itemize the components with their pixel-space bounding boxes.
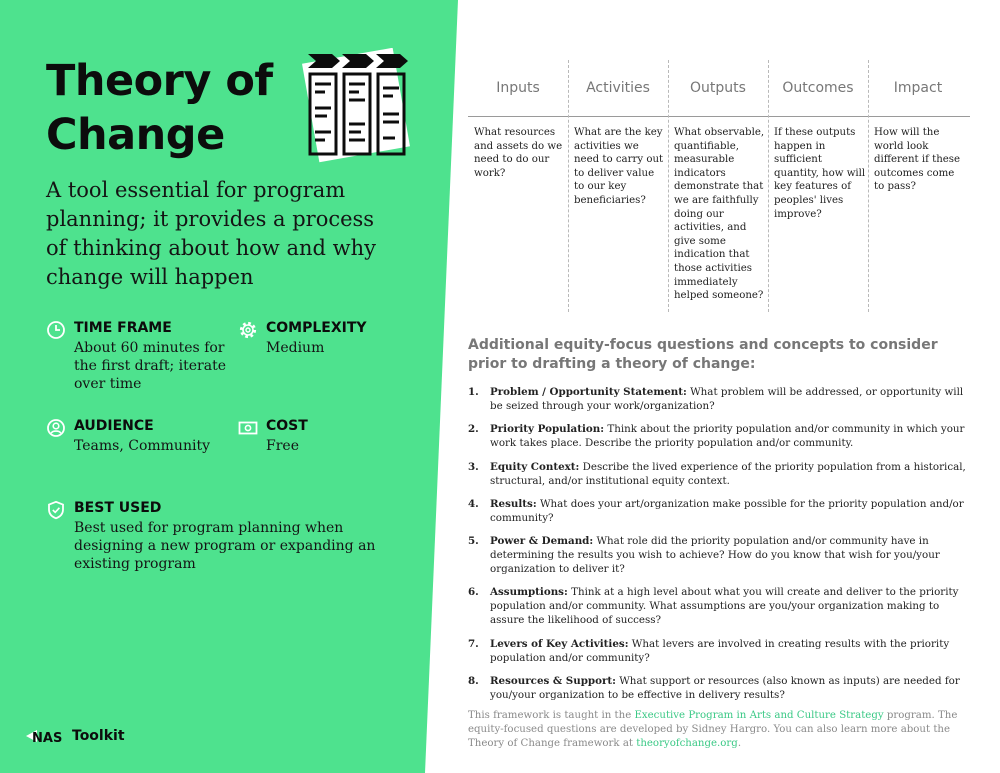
list-item — [468, 422, 973, 450]
item-text: Describe the lived experience of the priority population from a historical, structural, and/or institutional equity context. — [490, 460, 966, 487]
item-term: Priority Population: — [490, 423, 605, 436]
column-header: Outputs — [690, 80, 746, 96]
column-question: If these outputs happen in sufficient quantity, how will key features of peoples' lives improve? — [774, 127, 866, 220]
framework-blocks-icon — [298, 48, 426, 163]
audience-value: Teams, Community — [74, 438, 210, 454]
shield-icon — [46, 500, 66, 520]
footer-text: This framework is taught in the — [468, 710, 635, 721]
column-question: What resources and assets do we need to do our work? — [474, 127, 563, 179]
theory-of-change-table — [468, 60, 970, 312]
money-icon — [238, 418, 258, 438]
gear-icon — [238, 320, 258, 340]
executive-program-link[interactable]: Executive Program in Arts and Culture Strategy — [634, 710, 884, 721]
item-number: 1. — [468, 386, 479, 398]
list-item — [468, 460, 973, 488]
item-term: Power & Demand: — [490, 535, 594, 548]
item-text: What levers are involved in creating results with the priority population and/or community? — [490, 637, 950, 664]
list-item — [468, 674, 973, 702]
cost-value: Free — [266, 438, 299, 454]
theoryofchange-link[interactable]: theoryofchange.org — [636, 738, 738, 749]
item-text: Think at a high level about what you will create and deliver to the priority population and/or community. What assumptions are you/your organization making to assure the likelihood of success? — [490, 586, 959, 627]
item-number: 6. — [468, 586, 479, 599]
audience-label: AUDIENCE — [74, 418, 154, 434]
svg-text:NAS: NAS — [32, 731, 63, 746]
column-question: How will the world look different if these outcomes come to pass? — [874, 127, 961, 193]
item-term: Assumptions: — [490, 586, 568, 599]
person-icon — [46, 418, 66, 438]
item-number: 3. — [468, 460, 479, 473]
column-divider — [568, 60, 569, 312]
column-question: What observable, quantifiable, measurable indicators demonstrate that we are faithfully doing our activities, and give some indication that those activities immediately helped someone? — [674, 127, 765, 302]
time-frame-value: About 60 minutes for the first draft; iterate over time — [74, 340, 226, 392]
toolkit-label: Toolkit — [72, 728, 125, 744]
item-text: Think about the priority population and/or community in which your work takes place. Describe the priority population and/or community. — [490, 423, 965, 450]
column-header: Activities — [586, 80, 650, 96]
column-header: Outcomes — [782, 80, 854, 96]
column-divider — [768, 60, 769, 312]
page-subtitle: A tool essential for program planning; it provides a process of thinking about how and why change will happen — [46, 178, 376, 289]
page-title: Theory of Change — [46, 56, 273, 160]
cost-label: COST — [266, 418, 308, 434]
item-term: Results: — [490, 497, 537, 510]
footer-note — [468, 709, 973, 751]
list-item — [468, 585, 973, 627]
item-text: What role did the priority population and/or community have in determining the results you wish to achieve? How do you know that wish for you/your organization to deliver it? — [490, 535, 940, 576]
item-term: Levers of Key Activities: — [490, 637, 629, 650]
list-item — [468, 497, 973, 525]
item-term: Equity Context: — [490, 460, 580, 473]
item-number: 8. — [468, 675, 479, 688]
column-divider — [868, 60, 869, 312]
nas-logo — [26, 728, 70, 746]
footer-text: program. The equity-focused questions are developed by Sidney Hargro. You can also learn more about the Theory of Change framework at — [468, 710, 958, 749]
time-frame-label: TIME FRAME — [74, 320, 172, 336]
best-used-value: Best used for program planning when designing a new program or expanding an existing program — [74, 520, 376, 572]
item-number: 7. — [468, 637, 479, 650]
item-term: Problem / Opportunity Statement: — [490, 386, 687, 398]
list-item — [468, 385, 973, 413]
best-used-label: BEST USED — [74, 500, 162, 516]
equity-heading: Additional equity-focus questions and concepts to consider prior to drafting a theory of change: — [468, 337, 938, 372]
list-item — [468, 637, 973, 665]
complexity-label: COMPLEXITY — [266, 320, 367, 336]
column-header: Impact — [893, 80, 943, 96]
item-term: Resources & Support: — [490, 675, 616, 688]
item-text: What problem will be addressed, or opportunity will be seized through your work/organization? — [490, 386, 964, 412]
equity-question-list — [468, 385, 973, 711]
complexity-value: Medium — [266, 340, 325, 356]
column-question: What are the key activities we need to carry out to deliver value to our key beneficiaries? — [574, 127, 664, 206]
item-text: What does your art/organization make possible for the priority population and/or community? — [490, 497, 964, 524]
item-number: 2. — [468, 423, 479, 436]
column-header: Inputs — [496, 80, 540, 96]
clock-icon — [46, 320, 66, 340]
item-number: 4. — [468, 497, 479, 510]
item-number: 5. — [468, 535, 479, 548]
footer-text: . — [737, 738, 742, 749]
item-text: What support or resources (also known as inputs) are needed for you/your organization to be effective in delivery results? — [490, 675, 960, 702]
list-item — [468, 534, 973, 576]
column-divider — [668, 60, 669, 312]
table-header-rule — [468, 116, 970, 117]
